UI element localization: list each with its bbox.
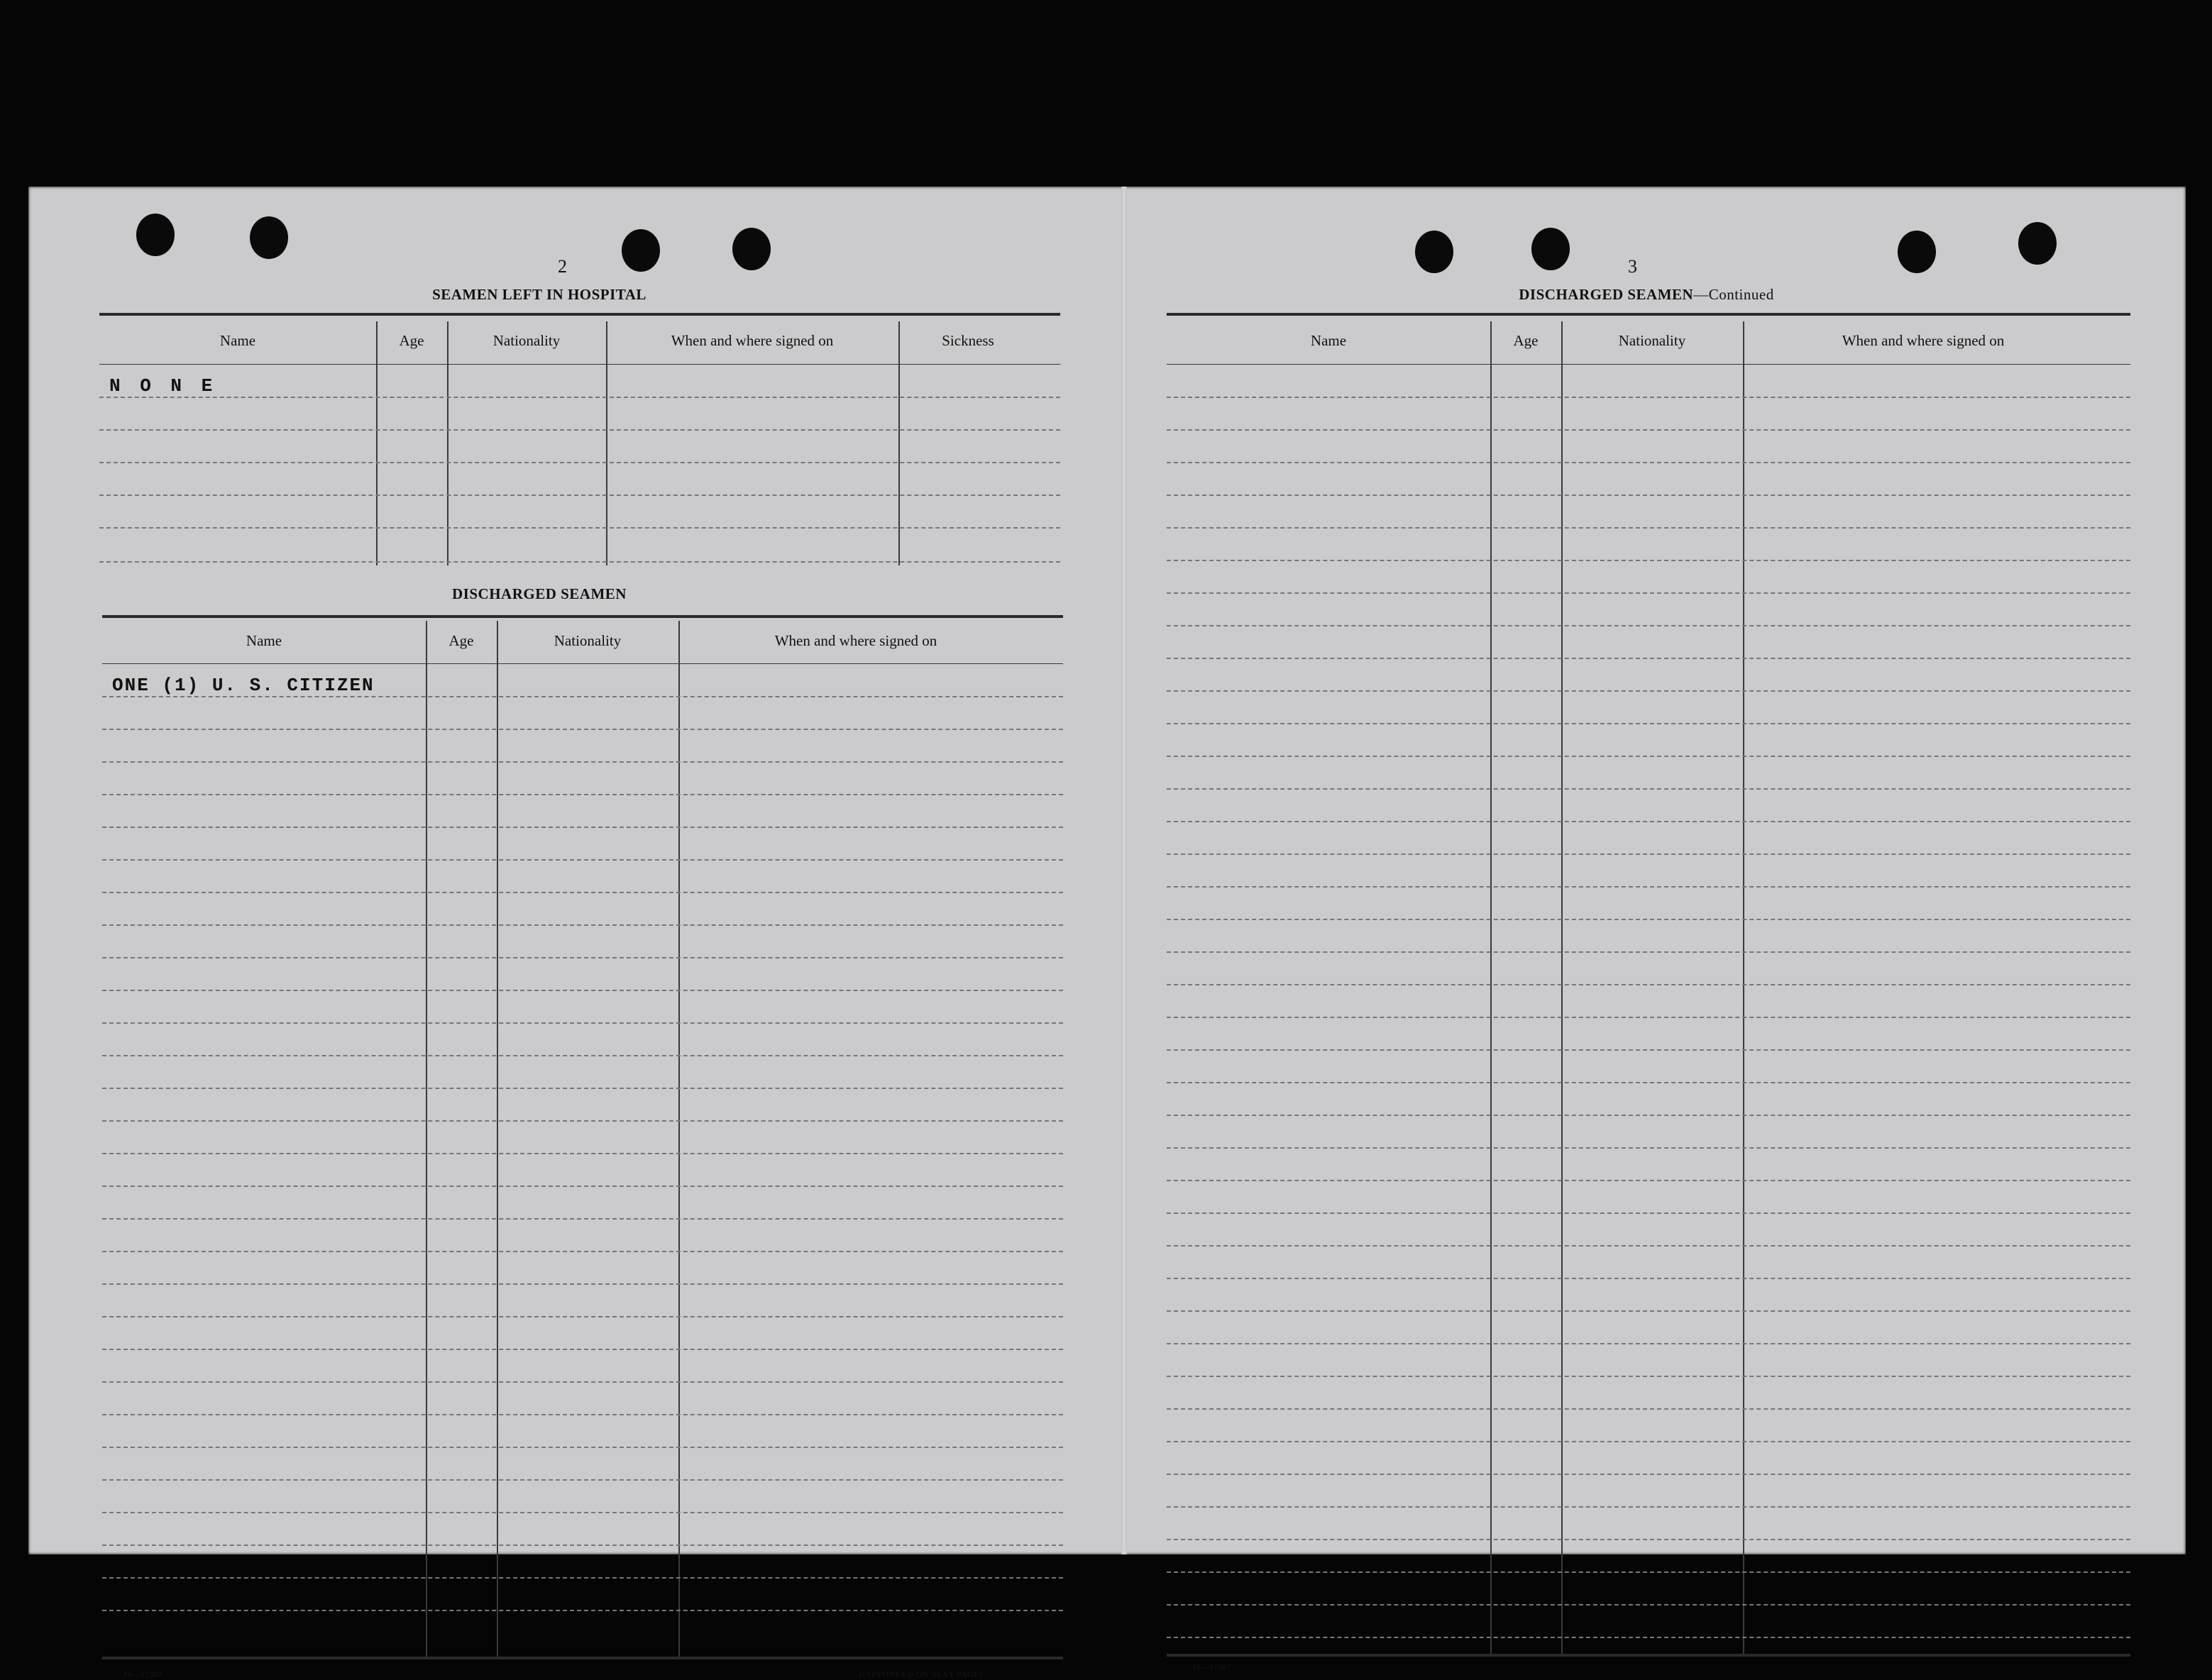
hospital-col-when-where: When and where signed on — [671, 332, 834, 349]
discharged-bottom-rule — [102, 1657, 1063, 1659]
table-row — [102, 1414, 1063, 1415]
hospital-entry: N O N E — [109, 375, 217, 397]
punch-hole — [622, 229, 660, 272]
table-row — [1167, 1049, 2130, 1051]
table-row — [1167, 951, 2130, 953]
discharged-rows-left — [102, 663, 1063, 1657]
table-row — [1167, 1506, 2130, 1508]
title-main: DISCHARGED SEAMEN — [1519, 286, 1694, 303]
punch-hole — [1415, 231, 1453, 273]
table-row — [1167, 397, 2130, 398]
table-row — [1167, 1343, 2130, 1344]
table-row — [1167, 1474, 2130, 1475]
table-row — [1167, 886, 2130, 888]
hospital-col-name: Name — [219, 332, 256, 349]
table-row — [1167, 1376, 2130, 1377]
table-row — [102, 1153, 1063, 1154]
discharged-continued-title — [1462, 286, 1831, 304]
table-row — [102, 924, 1063, 926]
table-row — [1167, 853, 2130, 855]
hospital-top-rule — [99, 313, 1060, 316]
discharged-col-when-where: When and where signed on — [774, 632, 937, 649]
table-row — [102, 1186, 1063, 1187]
table-row — [102, 1610, 1063, 1611]
table-row — [102, 696, 1063, 697]
right-col-age: Age — [1513, 332, 1539, 349]
document-sheet — [28, 187, 2186, 1679]
discharged-entry: ONE (1) U. S. CITIZEN — [112, 675, 375, 696]
table-row — [102, 1088, 1063, 1089]
table-row — [102, 1479, 1063, 1481]
table-row — [102, 1022, 1063, 1024]
form-number-left: 16—17387 — [123, 1669, 162, 1679]
table-row — [1167, 1278, 2130, 1279]
table-row — [102, 1544, 1063, 1546]
right-col-name: Name — [1310, 332, 1347, 349]
table-row — [1167, 723, 2130, 724]
page-fold — [1121, 187, 1127, 1554]
table-row — [1167, 788, 2130, 790]
table-row — [1167, 1539, 2130, 1540]
table-row — [1167, 1180, 2130, 1181]
table-row — [102, 1283, 1063, 1285]
hospital-col-nationality: Nationality — [493, 332, 561, 349]
table-row — [102, 1055, 1063, 1056]
table-row — [99, 429, 1060, 431]
table-row — [1167, 1017, 2130, 1018]
punch-hole — [1531, 228, 1570, 270]
table-row — [1167, 1441, 2130, 1442]
table-row — [102, 1218, 1063, 1220]
page-number-right: 3 — [1628, 256, 1637, 277]
table-row — [1167, 984, 2130, 985]
discharged-rows-right — [1167, 364, 2130, 1655]
table-row — [102, 990, 1063, 991]
form-number-right: 16—17387 — [1192, 1662, 1231, 1672]
punch-hole — [2018, 222, 2057, 265]
table-row — [102, 1316, 1063, 1317]
table-row — [1167, 1212, 2130, 1214]
hospital-col-sickness: Sickness — [942, 332, 994, 349]
table-row — [1167, 1637, 2130, 1638]
table-row — [1167, 625, 2130, 626]
table-row — [1167, 658, 2130, 659]
discharged-col-age: Age — [449, 632, 474, 649]
continued-note: [CONTINUED ON NEXT PAGE] — [859, 1669, 982, 1679]
table-row — [102, 794, 1063, 795]
table-row — [99, 561, 1060, 563]
table-row — [1167, 1115, 2130, 1116]
table-row — [99, 494, 1060, 496]
table-row — [102, 1577, 1063, 1579]
table-row — [1167, 919, 2130, 920]
hospital-section-title: SEAMEN LEFT IN HOSPITAL — [432, 286, 646, 303]
page-number-left: 2 — [558, 256, 567, 277]
punch-hole — [732, 228, 771, 270]
punch-hole — [1898, 231, 1936, 273]
table-row — [1167, 1147, 2130, 1149]
table-row — [1167, 690, 2130, 692]
table-row — [102, 859, 1063, 861]
table-row — [102, 1447, 1063, 1448]
table-row — [1167, 592, 2130, 594]
table-row — [102, 827, 1063, 828]
table-row — [1167, 527, 2130, 529]
punch-hole — [136, 214, 175, 256]
discharged-section-title: DISCHARGED SEAMEN — [452, 585, 627, 602]
table-row — [102, 1120, 1063, 1122]
table-row — [1167, 1310, 2130, 1312]
discharged-top-rule — [102, 615, 1063, 618]
table-row — [99, 397, 1060, 398]
table-row — [102, 957, 1063, 958]
punch-hole — [250, 216, 288, 259]
discharged-col-nationality: Nationality — [554, 632, 622, 649]
right-top-rule — [1167, 313, 2130, 316]
hospital-rows — [99, 364, 1060, 570]
right-col-when-where: When and where signed on — [1842, 332, 2005, 349]
table-row — [1167, 1571, 2130, 1573]
table-row — [1167, 1408, 2130, 1410]
table-row — [1167, 1082, 2130, 1083]
table-row — [1167, 494, 2130, 496]
table-row — [102, 1251, 1063, 1252]
title-continued: —Continued — [1693, 286, 1774, 303]
table-row — [102, 729, 1063, 730]
table-row — [1167, 560, 2130, 561]
hospital-col-age: Age — [399, 332, 424, 349]
table-row — [1167, 756, 2130, 757]
table-row — [99, 527, 1060, 529]
right-bottom-rule — [1167, 1654, 2130, 1657]
right-col-nationality: Nationality — [1618, 332, 1686, 349]
discharged-col-name: Name — [246, 632, 282, 649]
table-row — [1167, 462, 2130, 463]
table-row — [99, 462, 1060, 463]
table-row — [102, 1349, 1063, 1350]
table-row — [102, 1512, 1063, 1513]
table-row — [1167, 1604, 2130, 1606]
table-row — [1167, 821, 2130, 822]
table-row — [1167, 429, 2130, 431]
table-row — [102, 892, 1063, 893]
table-row — [1167, 1245, 2130, 1247]
table-row — [102, 1381, 1063, 1383]
table-row — [102, 761, 1063, 763]
